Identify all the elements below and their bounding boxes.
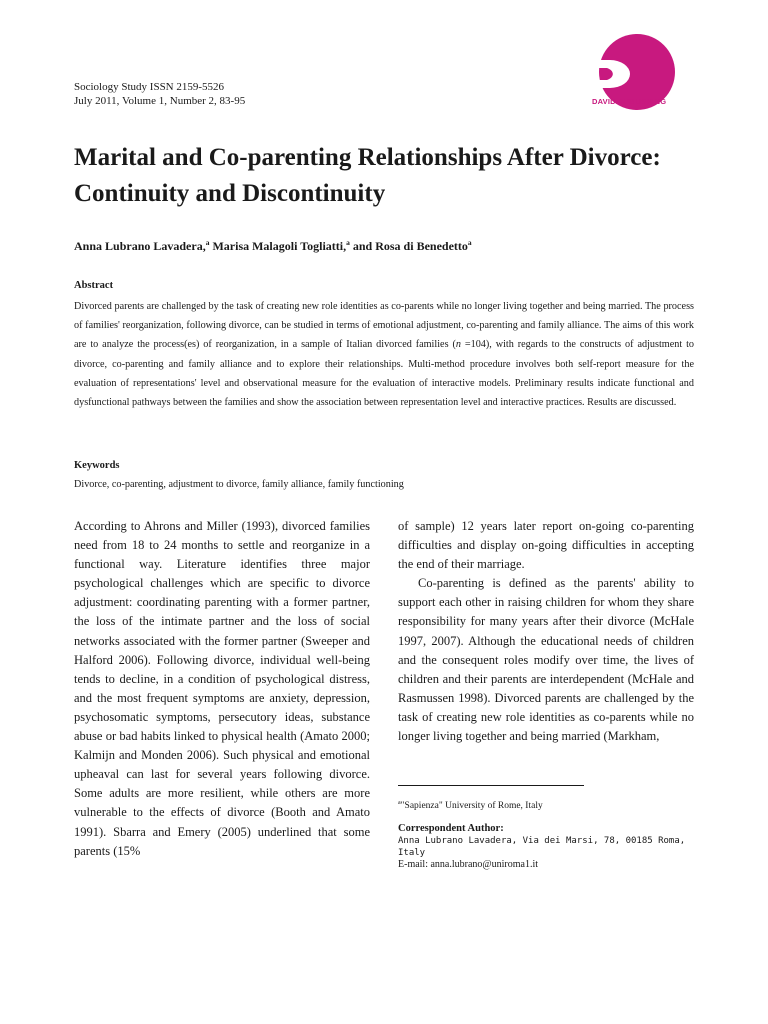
keywords-text: Divorce, co-parenting, adjustment to divorce, family alliance, family functioning	[74, 479, 404, 490]
logo-text: DAVID PUBLISHING	[592, 97, 667, 106]
author-list	[74, 238, 472, 254]
keywords-heading: Keywords	[74, 460, 120, 471]
affiliation-mark: a	[346, 238, 350, 247]
body-column-right	[398, 517, 694, 746]
footnote-text: "Sapienza" University of Rome, Italy	[400, 801, 543, 812]
author-1: Anna Lubrano Lavadera,	[74, 239, 206, 253]
correspondence-block	[398, 823, 696, 871]
affiliation-footnote	[398, 800, 543, 811]
journal-issn: Sociology Study ISSN 2159-5526	[74, 81, 225, 93]
correspondence-email: E-mail: anna.lubrano@uniroma1.it	[398, 859, 539, 870]
affiliation-mark: a	[205, 238, 210, 247]
correspondence-address: Anna Lubrano Lavadera, Via dei Marsi, 78, 00185 Roma, Italy	[398, 836, 686, 858]
footnote-divider	[398, 785, 584, 786]
body-column-left	[74, 517, 370, 861]
journal-issue: July 2011, Volume 1, Number 2, 83-95	[74, 95, 246, 107]
affiliation-mark: a	[467, 238, 472, 247]
body-paragraph: According to Ahrons and Miller (1993), divorced families need from 18 to 24 months to settle and reorganize in a functional way. Literature identifies three major psychological challenges which are specific to divorce adjustment: coordinating parenting with a former partner, the loss of the intimate partner and the loss of social networks associated with the former partner (Sweeper and Halford 2006). Following divorce, individual well-being tends to decline, in a condition of psychological distress, and the most frequent symptoms are anxiety, depression, psychosomatic symptoms, persecutory ideas, substance abuse or bad habits linked to physical health (Amato 2000; Kalmijn and Monden 2006). Such physical and emotional upheaval can last for several years following divorce. Some adults are more resilient, while others are more vulnerable to the effects of divorce (Booth and Amato 1991). Sbarra and Emery (2005) underlined that some parents (15%	[74, 519, 370, 858]
correspondence-label: Correspondent Author:	[398, 823, 504, 834]
body-paragraph: of sample) 12 years later report on-going co-parenting difficulties and display on-going difficulties in accepting the end of their marriage.	[398, 519, 694, 572]
author-2: Marisa Malagoli Togliatti,	[209, 239, 347, 253]
abstract-text	[74, 297, 694, 412]
abstract-part-2: =104), with regards to the constructs of adjustment to divorce, co-parenting and family alliance and to explore their relationships. Multi-method procedure involves both self-report measure for the evaluation of representations' level and observational measure for the evaluation of interactive models. Preliminary results indicate functional and dysfunctional pathways between the families and show the association between representation level and interactive practices. Results are discussed.	[74, 339, 694, 409]
abstract-part-1: Divorced parents are challenged by the task of creating new role identities as co-parents while no longer living together and being married. The process of families' reorganization, following divorce, can be studied in terms of emotional adjustment, co-parenting and family alliance. The aims of this work are to analyze the process(es) of reorganization, in a sample of Italian divorced families (	[74, 301, 694, 351]
footnote-mark: a	[398, 800, 401, 806]
author-3: and Rosa di Benedetto	[349, 239, 468, 253]
sample-size-symbol: n	[455, 339, 461, 351]
paper-title: Marital and Co-parenting Relationships After Divorce: Continuity and Discontinuity	[74, 144, 661, 207]
abstract-heading: Abstract	[74, 280, 114, 291]
journal-info	[74, 80, 245, 108]
body-paragraph: Co-parenting is defined as the parents' ability to support each other in raising children for whom they share responsibility for many years after their divorce (McHale 1997, 2007). Although the educational needs of children and the consequent roles modify over time, the lives of children and their parents are interdependent (McHale and Rasmussen 1998). Divorced parents are challenged by the task of creating new role identities as co-parents while no longer living together and being married (Markham,	[398, 576, 694, 744]
